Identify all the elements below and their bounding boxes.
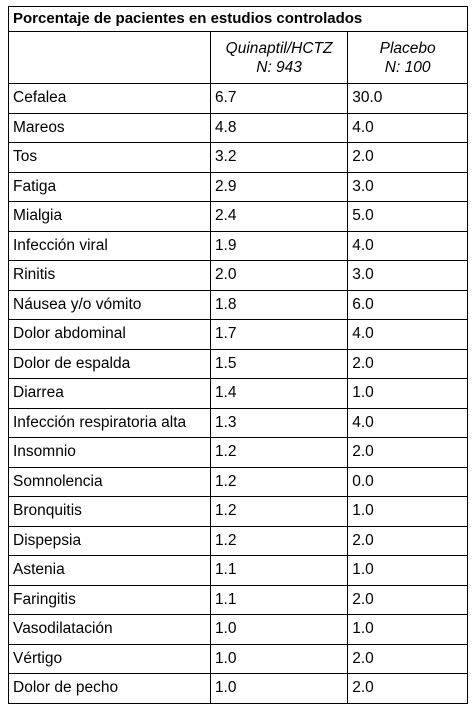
- symptom-cell: Insomnio: [9, 438, 210, 468]
- placebo-value-cell: 2.0: [348, 143, 467, 173]
- quinaptil-value-cell: 1.8: [210, 290, 347, 320]
- placebo-value-cell: 1.0: [348, 556, 467, 586]
- symptom-cell: Náusea y/o vómito: [9, 290, 210, 320]
- header-quinaptil-n: N: 943: [256, 58, 302, 76]
- table-row: [9, 467, 467, 497]
- table-row: [9, 438, 467, 468]
- placebo-value-cell: 2.0: [348, 585, 467, 615]
- placebo-value-cell: 4.0: [348, 320, 467, 350]
- table-row: [9, 615, 467, 645]
- placebo-value-cell: 1.0: [348, 615, 467, 645]
- placebo-value-cell: 1.0: [348, 497, 467, 527]
- quinaptil-value-cell: 2.0: [210, 261, 347, 291]
- header-placebo: [348, 32, 467, 84]
- placebo-value-cell: 4.0: [348, 113, 467, 143]
- table-row: [9, 320, 467, 350]
- placebo-value-cell: 3.0: [348, 261, 467, 291]
- table-row: [9, 674, 467, 703]
- placebo-value-cell: 6.0: [348, 290, 467, 320]
- header-quinaptil-name: Quinaptil/HCTZ: [225, 39, 333, 57]
- quinaptil-value-cell: 2.9: [210, 172, 347, 202]
- symptom-cell: Astenia: [9, 556, 210, 586]
- quinaptil-value-cell: 3.2: [210, 143, 347, 173]
- quinaptil-value-cell: 1.2: [210, 467, 347, 497]
- table-row: [9, 349, 467, 379]
- symptom-cell: Vértigo: [9, 644, 210, 674]
- symptom-cell: Cefalea: [9, 84, 210, 114]
- table-row: [9, 497, 467, 527]
- header-row: [9, 32, 467, 84]
- header-placebo-name: Placebo: [379, 39, 436, 57]
- table-row: [9, 585, 467, 615]
- symptom-cell: Dolor abdominal: [9, 320, 210, 350]
- quinaptil-value-cell: 1.1: [210, 585, 347, 615]
- symptom-cell: Somnolencia: [9, 467, 210, 497]
- symptom-cell: Dolor de espalda: [9, 349, 210, 379]
- placebo-value-cell: 2.0: [348, 526, 467, 556]
- placebo-value-cell: 2.0: [348, 349, 467, 379]
- quinaptil-value-cell: 1.4: [210, 379, 347, 409]
- symptom-cell: Mareos: [9, 113, 210, 143]
- placebo-value-cell: 2.0: [348, 438, 467, 468]
- table-row: [9, 202, 467, 232]
- header-empty-cell: [9, 32, 210, 84]
- quinaptil-value-cell: 1.0: [210, 644, 347, 674]
- symptom-cell: Mialgia: [9, 202, 210, 232]
- symptom-cell: Infección respiratoria alta: [9, 408, 210, 438]
- symptom-cell: Dolor de pecho: [9, 674, 210, 703]
- quinaptil-value-cell: 1.5: [210, 349, 347, 379]
- placebo-value-cell: 30.0: [348, 84, 467, 114]
- quinaptil-value-cell: 1.1: [210, 556, 347, 586]
- placebo-value-cell: 0.0: [348, 467, 467, 497]
- quinaptil-value-cell: 4.8: [210, 113, 347, 143]
- symptom-cell: Bronquitis: [9, 497, 210, 527]
- quinaptil-value-cell: 1.2: [210, 497, 347, 527]
- quinaptil-value-cell: 1.0: [210, 674, 347, 703]
- symptom-cell: Fatiga: [9, 172, 210, 202]
- table-body: [9, 84, 467, 703]
- table-row: [9, 408, 467, 438]
- symptom-cell: Diarrea: [9, 379, 210, 409]
- header-quinaptil: [210, 32, 347, 84]
- table-row: [9, 84, 467, 114]
- quinaptil-value-cell: 1.9: [210, 231, 347, 261]
- table-row: [9, 113, 467, 143]
- quinaptil-value-cell: 1.7: [210, 320, 347, 350]
- placebo-value-cell: 2.0: [348, 674, 467, 703]
- adverse-events-table-frame: [8, 6, 468, 704]
- table-row: [9, 290, 467, 320]
- table-row: [9, 172, 467, 202]
- table-row: [9, 261, 467, 291]
- table-row: [9, 379, 467, 409]
- placebo-value-cell: 2.0: [348, 644, 467, 674]
- table-row: [9, 644, 467, 674]
- quinaptil-value-cell: 1.3: [210, 408, 347, 438]
- placebo-value-cell: 4.0: [348, 231, 467, 261]
- table-row: [9, 526, 467, 556]
- table-row: [9, 556, 467, 586]
- quinaptil-value-cell: 1.2: [210, 526, 347, 556]
- quinaptil-value-cell: 1.0: [210, 615, 347, 645]
- symptom-cell: Tos: [9, 143, 210, 173]
- table-row: [9, 231, 467, 261]
- quinaptil-value-cell: 1.2: [210, 438, 347, 468]
- placebo-value-cell: 5.0: [348, 202, 467, 232]
- quinaptil-value-cell: 2.4: [210, 202, 347, 232]
- header-placebo-n: N: 100: [384, 58, 431, 76]
- symptom-cell: Infección viral: [9, 231, 210, 261]
- placebo-value-cell: 1.0: [348, 379, 467, 409]
- symptom-cell: Faringitis: [9, 585, 210, 615]
- placebo-value-cell: 3.0: [348, 172, 467, 202]
- table-row: [9, 143, 467, 173]
- adverse-events-table: [9, 32, 467, 703]
- symptom-cell: Dispepsia: [9, 526, 210, 556]
- symptom-cell: Vasodilatación: [9, 615, 210, 645]
- symptom-cell: Rinitis: [9, 261, 210, 291]
- placebo-value-cell: 4.0: [348, 408, 467, 438]
- quinaptil-value-cell: 6.7: [210, 84, 347, 114]
- table-title: Porcentaje de pacientes en estudios controlados: [9, 7, 467, 32]
